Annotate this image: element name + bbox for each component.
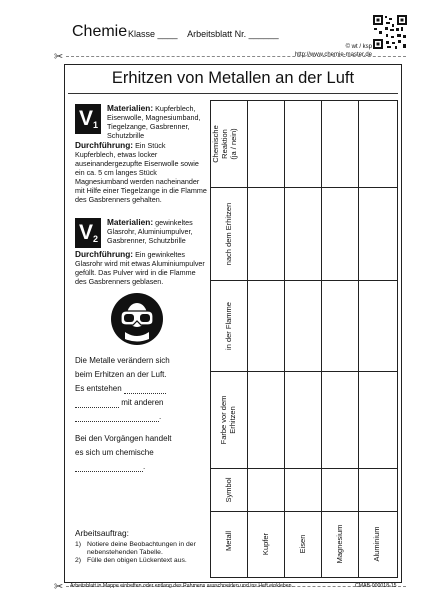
table-column-divider bbox=[247, 101, 248, 577]
text-line: beim Erhitzen an der Luft. bbox=[75, 370, 167, 379]
blank-field[interactable] bbox=[75, 399, 119, 408]
text-line bbox=[75, 398, 210, 408]
subject-title: Chemie bbox=[72, 23, 128, 40]
metal-magnesium: Magnesium bbox=[335, 524, 344, 564]
page-title: Erhitzen von Metallen an der Luft bbox=[111, 69, 355, 87]
observation-table bbox=[210, 100, 398, 578]
instruction-item bbox=[75, 541, 210, 549]
website-url: http://www.chemie-master.de bbox=[294, 52, 372, 58]
instructions bbox=[75, 528, 210, 565]
text-line bbox=[75, 384, 210, 394]
instruction-item bbox=[75, 557, 210, 565]
experiment-1-materials bbox=[107, 104, 207, 140]
procedure-text: Ein gewinkeltes Glasrohr wird mit etwas Aluminiumpulver gefüllt. Das Pulver wird in die Flamme des Gasbrenners geblasen. bbox=[75, 250, 205, 286]
document-code: CMAB-000018-15 bbox=[355, 583, 397, 589]
safety-goggles-icon bbox=[110, 292, 164, 346]
fill-in-text bbox=[75, 356, 210, 472]
cut-line-top bbox=[66, 56, 406, 57]
blank-field[interactable] bbox=[124, 385, 166, 394]
instructions-title: Arbeitsauftrag: bbox=[75, 528, 129, 538]
procedure-text: Ein Stück Kupferblech, etwas locker auseinandergezupfte Eisenwolle sowie ein ca. 5 cm langes Stück Magnesiumband werden nacheinander mit Hilfe einer Tiegelzange in die Flamme des Gasbrenners gehalten. bbox=[75, 141, 207, 204]
text-line: Bei den Vorgängen handelt bbox=[75, 434, 172, 443]
table-column-divider bbox=[321, 101, 322, 577]
scissors-icon: ✂ bbox=[54, 51, 64, 63]
row-header-in-flame: in der Flamme bbox=[224, 302, 233, 350]
procedure-label: Durchführung: bbox=[75, 249, 134, 259]
blank-field[interactable] bbox=[75, 413, 159, 422]
instruction-text: Notiere deine Beobachtungen in der bbox=[87, 541, 196, 548]
instruction-number: 1) bbox=[75, 541, 82, 548]
text-fragment: mit anderen bbox=[121, 398, 164, 407]
table-row-divider bbox=[211, 511, 397, 512]
row-header-metal: Metall bbox=[224, 531, 233, 552]
text-fragment: Es entstehen bbox=[75, 384, 122, 393]
table-row-divider bbox=[211, 280, 397, 281]
experiment-badge-number: 2 bbox=[93, 234, 99, 244]
experiment-1-badge bbox=[75, 104, 101, 134]
footer-note: Arbeitsblatt in Mappe einheften oder entlang des Rahmens ausschneiden und ins Heft einkleben. bbox=[70, 583, 293, 589]
row-header-reaction-line: Reaktion bbox=[220, 129, 229, 159]
instruction-item bbox=[75, 549, 210, 557]
table-column-divider bbox=[284, 101, 285, 577]
row-header-color-line: Erhitzen bbox=[228, 406, 237, 434]
row-header-reaction-line: (ja / nein) bbox=[229, 128, 238, 160]
row-header-reaction-line: Chemische bbox=[211, 125, 220, 163]
experiment-badge-letter: V bbox=[79, 221, 94, 244]
metal-aluminium: Aluminium bbox=[372, 526, 381, 562]
text-line: . bbox=[75, 412, 210, 422]
row-header-color-before bbox=[219, 372, 239, 468]
klasse-field[interactable]: Klasse ____ bbox=[128, 29, 178, 39]
experiment-badge-letter: V bbox=[79, 107, 94, 130]
title-divider bbox=[68, 93, 398, 94]
text-line: es sich um chemische bbox=[75, 448, 154, 457]
row-header-color-line: Farbe vor dem bbox=[219, 395, 228, 445]
materials-text: gewinkeltes Glasrohr, Aluminiumpulver, Gasbrenner, Schutzbrille bbox=[107, 218, 193, 245]
procedure-label: Durchführung: bbox=[75, 140, 134, 150]
metal-eisen: Eisen bbox=[298, 534, 307, 554]
experiment-badge-number: 1 bbox=[93, 120, 99, 130]
credit-text: © wt / ksp bbox=[345, 44, 372, 50]
qr-code-icon bbox=[372, 14, 408, 50]
experiment-2-procedure bbox=[75, 250, 207, 286]
row-header-symbol: Symbol bbox=[224, 477, 233, 503]
instruction-number bbox=[75, 549, 87, 557]
row-header-after-heating: nach dem Erhitzen bbox=[224, 202, 233, 266]
table-column-divider bbox=[358, 101, 359, 577]
arbeitsblatt-field[interactable]: Arbeitsblatt Nr. ______ bbox=[187, 29, 279, 39]
materials-text: Kupferblech, Eisenwolle, Magnesiumband, Tiegelzange, Gasbrenner, Schutzbrille bbox=[107, 104, 201, 140]
experiment-2-badge bbox=[75, 218, 101, 248]
materials-label: Materialien: bbox=[107, 217, 154, 227]
table-row-divider bbox=[211, 187, 397, 188]
materials-label: Materialien: bbox=[107, 103, 154, 113]
instruction-number: 2) bbox=[75, 557, 82, 564]
text-line: . bbox=[75, 462, 210, 472]
scissors-icon: ✂ bbox=[54, 581, 64, 593]
experiment-2-materials bbox=[107, 218, 207, 245]
header-fields bbox=[128, 29, 279, 39]
blank-field[interactable] bbox=[75, 463, 143, 472]
experiment-1-procedure bbox=[75, 141, 207, 204]
table-row-divider bbox=[211, 468, 397, 469]
text-line: Die Metalle verändern sich bbox=[75, 356, 170, 365]
metal-kupfer: Kupfer bbox=[261, 532, 270, 556]
instruction-text: nebenstehenden Tabelle. bbox=[87, 549, 163, 556]
instruction-text: Fülle den obigen Lückentext aus. bbox=[87, 557, 187, 564]
row-header-reaction bbox=[211, 101, 247, 187]
